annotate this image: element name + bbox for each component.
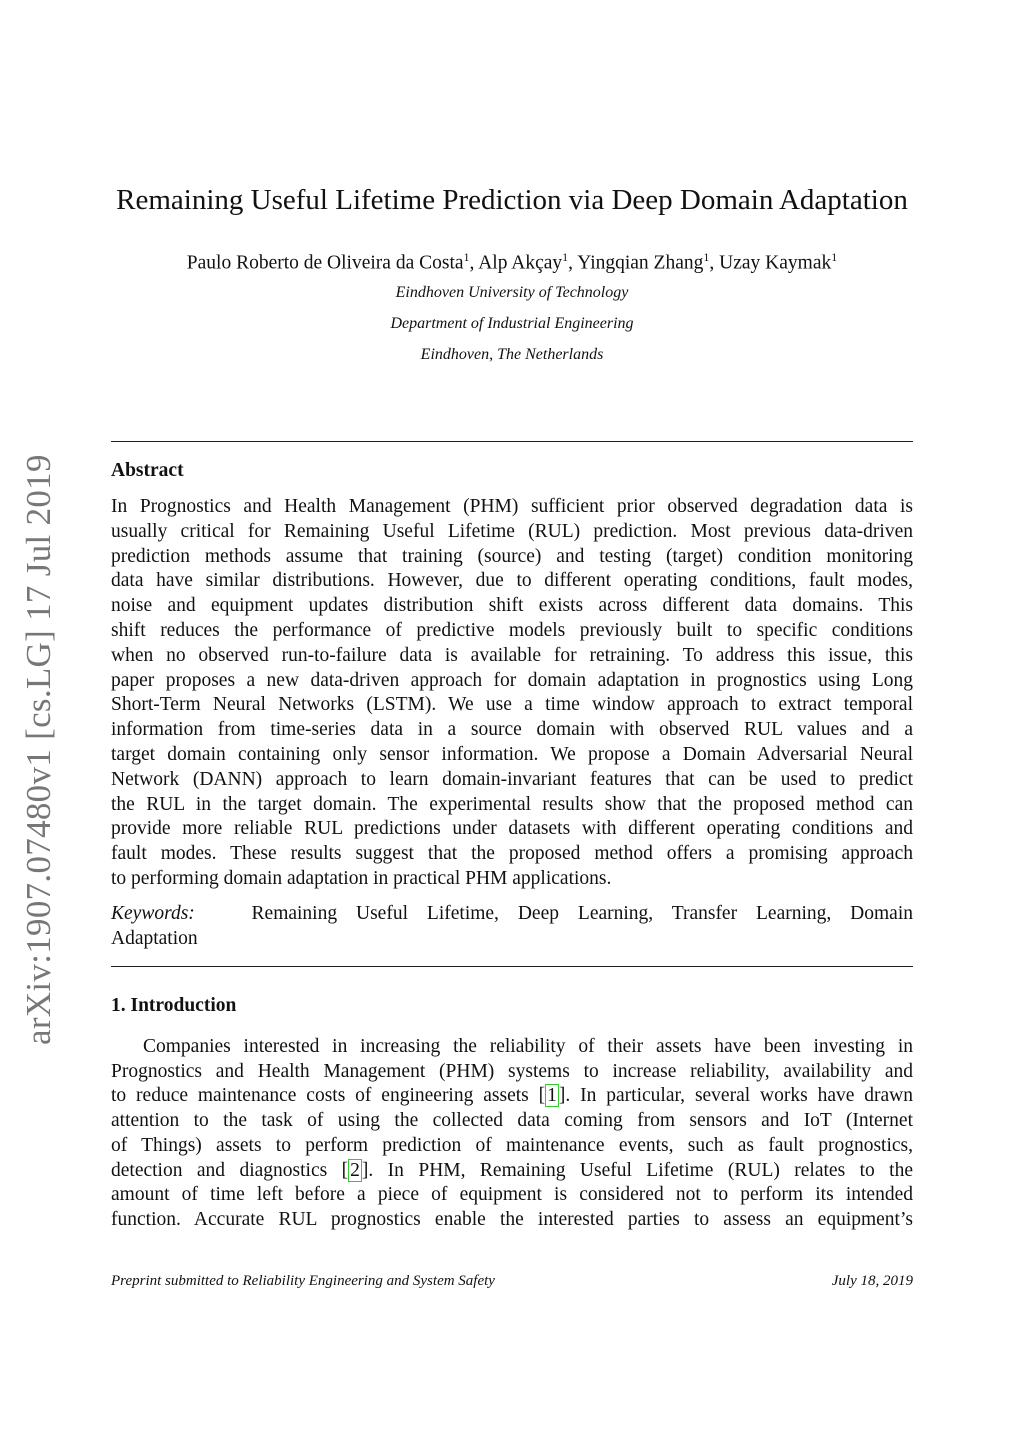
keywords-line	[111, 902, 913, 926]
abstract-line: data have similar distributions. However, due to different operating conditions, fault modes,	[111, 570, 913, 592]
line-text: function. Accurate RUL prognostics enable the interested parties to assess an equipment’s	[111, 1208, 913, 1230]
abstract-line: when no observed run-to-failure data is available for retraining. To address this issue, this	[111, 644, 913, 666]
introduction-line	[111, 1134, 913, 1158]
abstract-line: usually critical for Remaining Useful Lifetime (RUL) prediction. Most previous data-driven	[111, 520, 913, 542]
introduction-line	[111, 1035, 913, 1059]
abstract-line: In Prognostics and Health Management (PHM) sufficient prior observed degradation data is	[111, 496, 913, 517]
author: Uzay Kaymak	[719, 252, 832, 274]
abstract-line: the RUL in the target domain. The experimental results show that the proposed method can	[111, 793, 913, 815]
abstract-line: paper proposes a new data-driven approach for domain adaptation in prognostics using Long	[111, 669, 913, 691]
introduction-line	[111, 1109, 913, 1133]
abstract-line: provide more reliable RUL predictions under datasets with different operating conditions and	[111, 818, 913, 840]
line-text: amount of time left before a piece of equipment is considered not to perform its intended	[111, 1184, 913, 1206]
line-text: attention to the task of using the collected data coming from sensors and IoT (Internet	[111, 1110, 913, 1132]
abstract-line: fault modes. These results suggest that the proposed method offers a promising approach	[111, 843, 913, 865]
affiliation-university: Eindhoven University of Technology	[395, 284, 629, 301]
line-text: . In PHM, Remaining Useful Lifetime (RUL) relates to the	[368, 1159, 913, 1181]
abstract-line: to performing domain adaptation in practical PHM applications.	[111, 868, 612, 889]
keywords-line: Adaptation	[111, 928, 198, 949]
author: Yingqian Zhang	[577, 252, 704, 274]
abstract-bottom-rule	[111, 966, 913, 967]
line-text: detection and diagnostics	[111, 1159, 342, 1181]
author-list: Paulo Roberto de Oliveira da Costa$^1$, Alp Akçay$^1$, Yingqian Zhang$^1$, Uzay Kaymak$^1$	[186, 250, 838, 274]
abstract-line: prediction methods assume that training (source) and testing (target) condition monitoring	[111, 545, 913, 567]
line-text: to reduce maintenance costs of engineering assets	[111, 1085, 539, 1107]
author-affiliation-marker: 1	[831, 250, 838, 264]
arxiv-identifier: arXiv:1907.07480v1 [cs.LG] 17 Jul 2019	[19, 454, 58, 1045]
author-affiliation-marker: 1	[562, 250, 569, 264]
keywords-label: Keywords:	[111, 903, 195, 924]
line-text: . In particular, several works have drawn	[565, 1085, 914, 1107]
author-affiliation-marker: 1	[703, 250, 710, 264]
introduction-line	[111, 1060, 913, 1084]
footer-date: July 18, 2019	[831, 1273, 913, 1289]
abstract-heading: Abstract	[111, 460, 184, 481]
author: Alp Akçay	[478, 252, 563, 274]
abstract-line: Network (DANN) approach to learn domain-invariant features that can be used to predict	[111, 768, 913, 790]
footer-preprint-note: Preprint submitted to Reliability Engineering and System Safety	[111, 1273, 495, 1289]
paper-title: Remaining Useful Lifetime Prediction via Deep Domain Adaptation	[116, 184, 908, 216]
introduction-line: detection and diagnostics [ 2 ]. In PHM, Remaining Useful Lifetime (RUL) relates to the	[111, 1159, 913, 1181]
citation-link[interactable]: 1	[547, 1085, 557, 1107]
abstract-line: information from time-series data in a source domain with observed RUL values and a	[111, 719, 913, 741]
affiliation-department: Department of Industrial Engineering	[390, 315, 634, 332]
abstract-top-rule	[111, 441, 913, 442]
author-affiliation-marker: 1	[463, 250, 470, 264]
abstract-line: shift reduces the performance of predictive models previously built to specific conditions	[111, 620, 913, 641]
keywords-text: Remaining Useful Lifetime, Deep Learning, Transfer Learning, Domain	[251, 903, 913, 924]
introduction-line	[111, 1208, 913, 1232]
author: Paulo Roberto de Oliveira da Costa	[186, 252, 464, 274]
affiliation-location: Eindhoven, The Netherlands	[420, 346, 604, 363]
abstract-line: target domain containing only sensor information. We propose a Domain Adversarial Neural	[111, 744, 913, 765]
line-text: Companies interested in increasing the reliability of their assets have been investing in	[143, 1036, 913, 1057]
line-text: Prognostics and Health Management (PHM) systems to increase reliability, availability and	[111, 1060, 913, 1082]
citation-link[interactable]: 2	[350, 1159, 360, 1181]
abstract-line: Short-Term Neural Networks (LSTM). We use a time window approach to extract temporal	[111, 694, 913, 716]
introduction-line: to reduce maintenance costs of engineering assets [ 1 ]. In particular, several works have drawn	[111, 1085, 914, 1107]
line-text: of Things) assets to perform prediction of maintenance events, such as fault prognostics,	[111, 1134, 913, 1156]
section-heading-introduction: 1. Introduction	[111, 995, 237, 1016]
introduction-line	[111, 1183, 913, 1207]
abstract-line: noise and equipment updates distribution shift exists across different data domains. This	[111, 595, 913, 617]
